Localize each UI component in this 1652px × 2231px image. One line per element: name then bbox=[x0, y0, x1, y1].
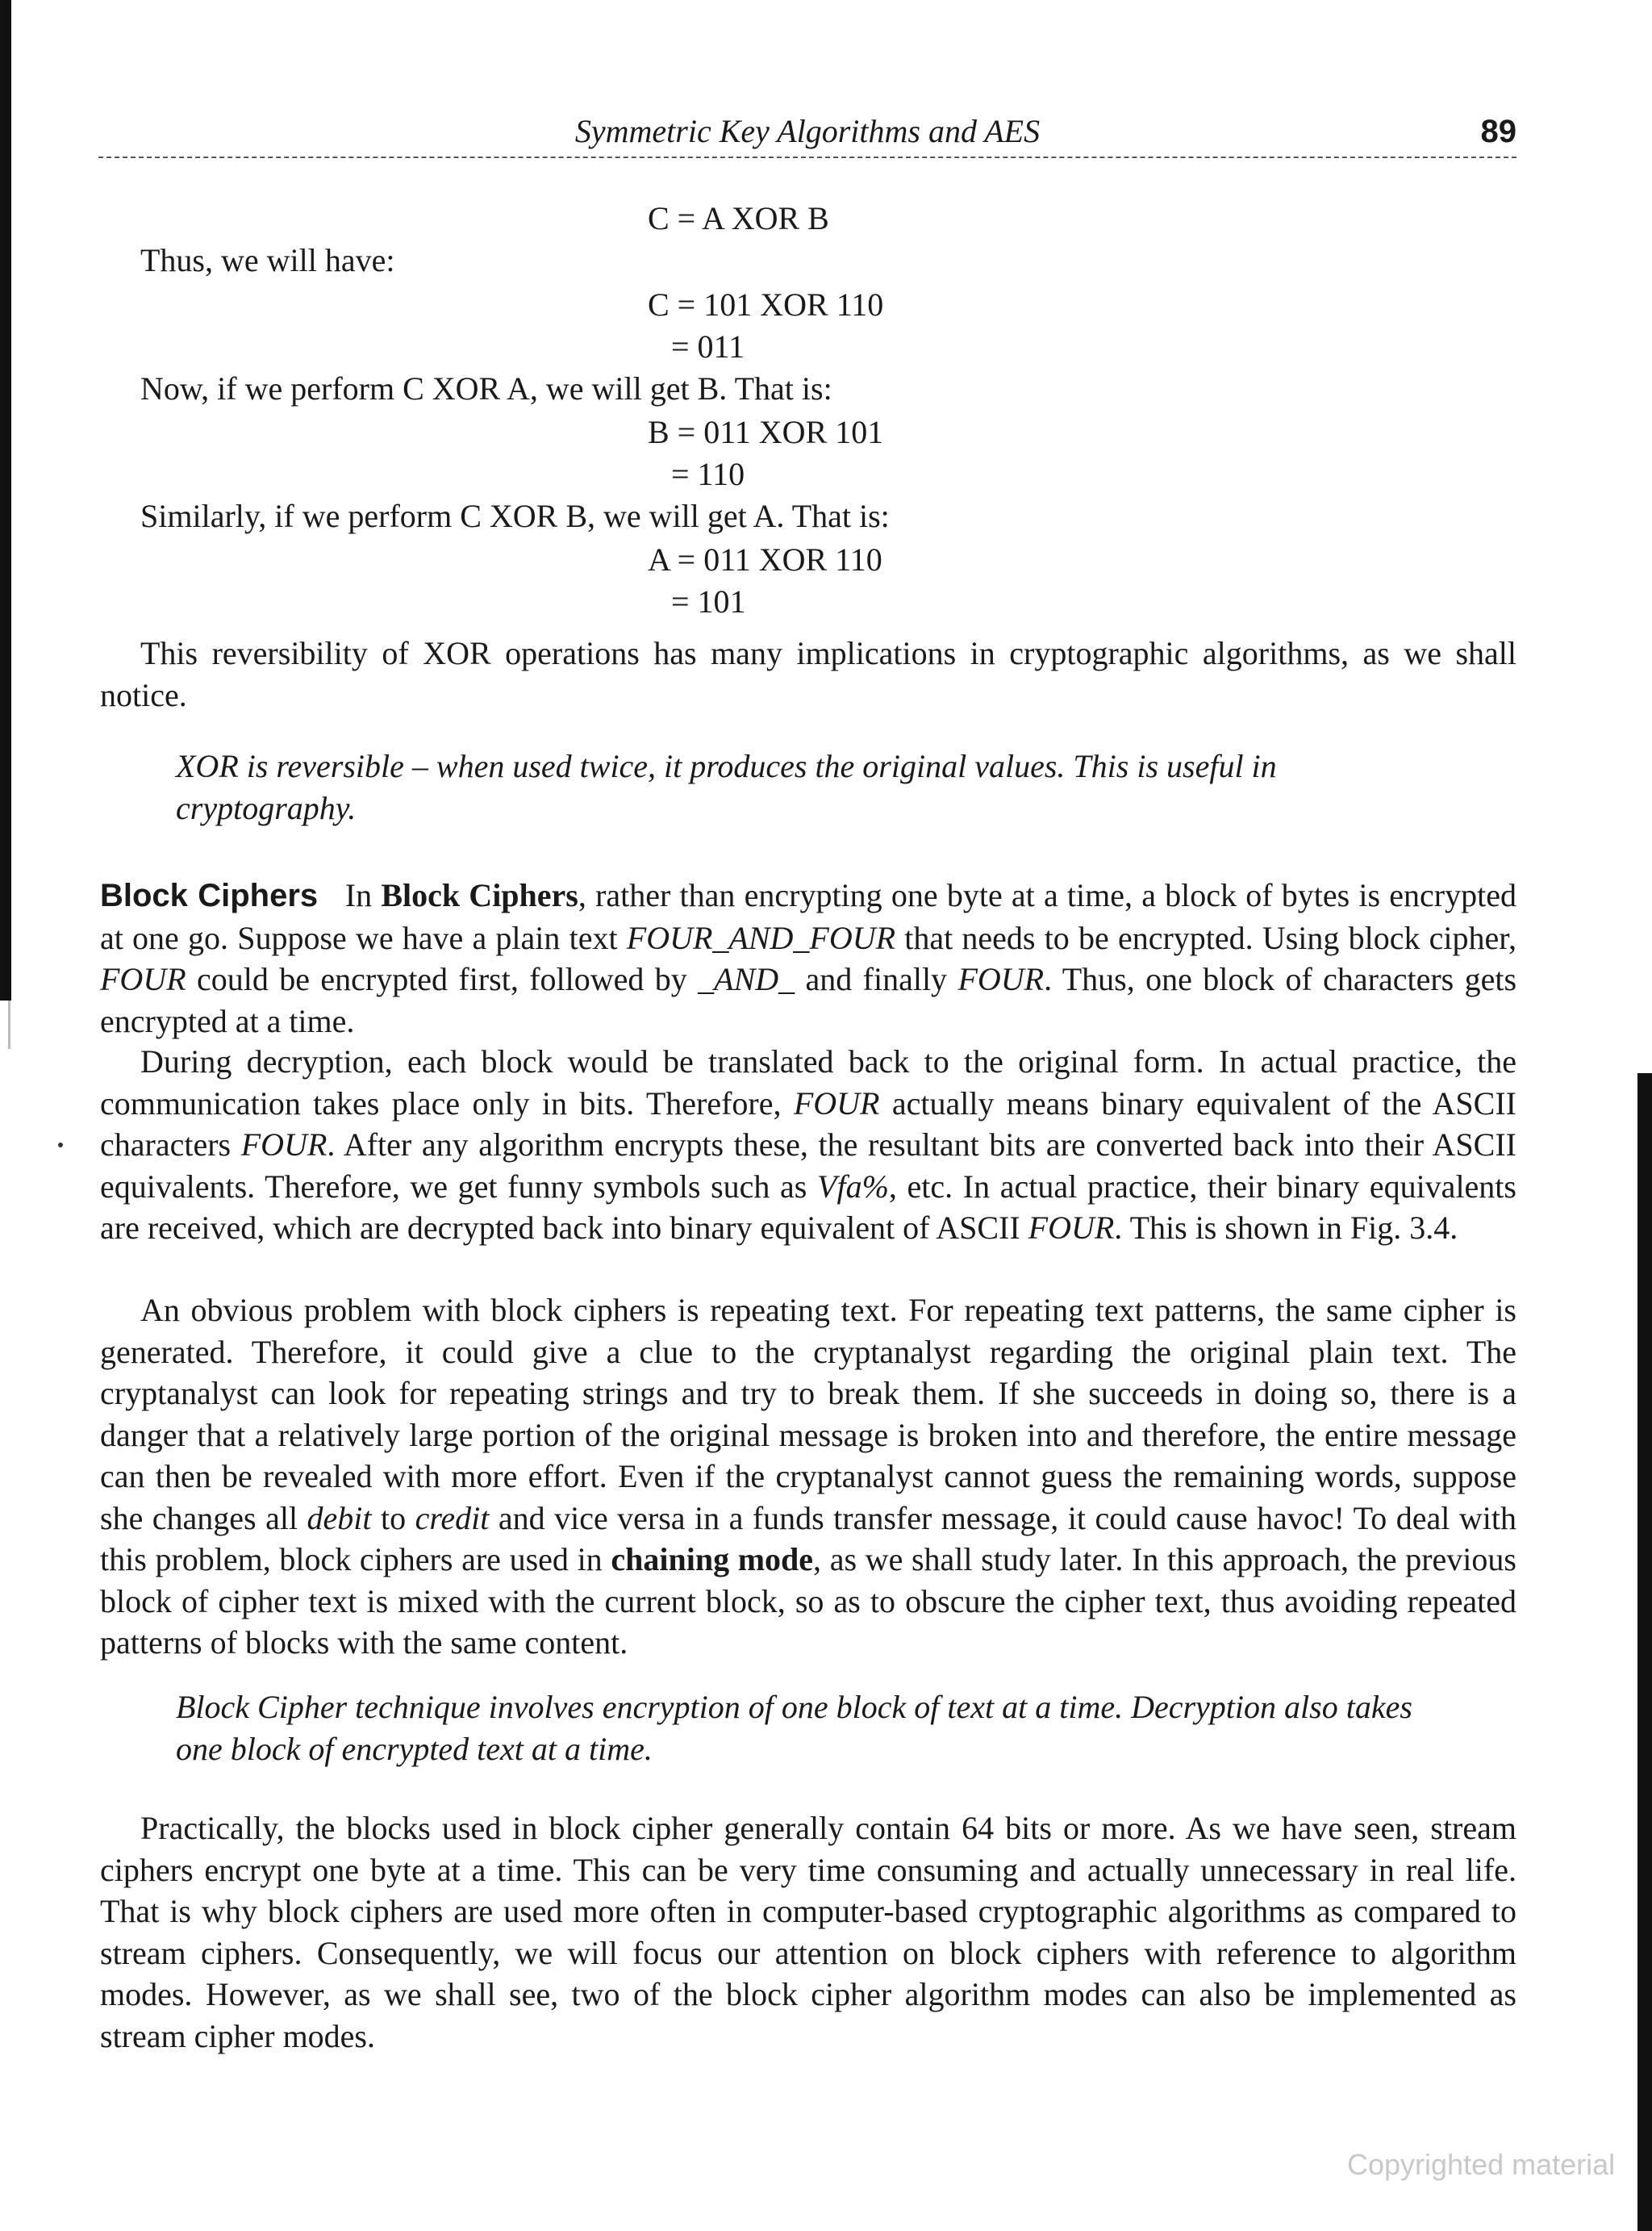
equation-c-line1: C = 101 XOR 110 bbox=[648, 286, 884, 323]
block-ciphers-paragraph-3: An obvious problem with block ciphers is repeating text. For repeating text patterns, the same cipher is generated. Therefore, it could give a clue to the cryptanalyst regarding the original plain text. The cryptanalyst can look for repeating strings and try to break them. If she succeeds in doing so, there is a danger that a relatively large portion of the original message is broken into and therefore, the entire message can then be revealed with more effort. Even if the cryptanalyst cannot guess the remaining words, suppose she changes all debit to credit and vice versa in a funds transfer message, it could cause havoc! To deal with this problem, block ciphers are used in chaining mode, as we shall study later. In this approach, the previous block of cipher text is mixed with the current block, so as to obscure the cipher text, thus avoiding repeated patterns of blocks with the same content. bbox=[100, 1292, 1516, 1661]
key-point-xor: XOR is reversible – when used twice, it produces the original values. This is useful in cryptography. bbox=[176, 748, 1277, 826]
equation-a-line2: = 101 bbox=[671, 583, 746, 620]
running-title: Symmetric Key Algorithms and AES bbox=[574, 113, 1041, 149]
scan-right-edge bbox=[1637, 1073, 1652, 2231]
equation-b-line1: B = 011 XOR 101 bbox=[648, 414, 884, 450]
equation-c-definition: C = A XOR B bbox=[648, 200, 829, 236]
block-ciphers-paragraph-1: Block Ciphers In Block Ciphers, rather than encrypting one byte at a time, a block of bytes is encrypted at one go. Suppose we have a plain text FOUR_AND_FOUR that needs to be encrypted. Using block cipher, FOUR could be encrypted first, followed by _AND_ and finally FOUR. Thus, one block of characters gets encrypted at a time. bbox=[100, 877, 1517, 1039]
similarly-line: Similarly, if we perform C XOR B, we will get A. That is: bbox=[140, 498, 890, 534]
running-header bbox=[98, 111, 1516, 158]
scan-left-edge-faint bbox=[8, 1001, 10, 1049]
equation-c-line2: = 011 bbox=[671, 328, 745, 365]
equation-a-line1: A = 011 XOR 110 bbox=[648, 541, 882, 578]
key-point-block-cipher: Block Cipher technique involves encryption of one block of text at a time. Decryption also takes one block of encrypted text at a time. bbox=[176, 1689, 1412, 1767]
scan-speck bbox=[58, 1143, 63, 1147]
block-ciphers-paragraph-2: During decryption, each block would be translated back to the original form. In actual practice, the communication takes place only in bits. Therefore, FOUR actually means binary equivalent of the ASCII characters FOUR. After any algorithm encrypts these, the resultant bits are converted back into their ASCII equivalents. Therefore, we get funny symbols such as Vfa%, etc. In actual practice, their binary equivalents are received, which are decrypted back into binary equivalent of ASCII FOUR. This is shown in Fig. 3.4. bbox=[100, 1043, 1516, 1246]
page-number: 89 bbox=[1480, 114, 1516, 149]
thus-line: Thus, we will have: bbox=[140, 242, 395, 278]
final-paragraph: Practically, the blocks used in block cipher generally contain 64 bits or more. As we have seen, stream ciphers encrypt one byte at a time. This can be very time consuming and actually unnecessary in real life. That is why block ciphers are used more often in computer-based cryptographic algorithms as compared to stream ciphers. Consequently, we will focus our attention on block ciphers with reference to algorithm modes. However, as we shall see, two of the block cipher algorithm modes can also be implemented as stream cipher modes. bbox=[100, 1810, 1516, 2054]
section-heading: Block Ciphers bbox=[100, 878, 319, 913]
equation-b-line2: = 110 bbox=[671, 456, 745, 492]
now-line: Now, if we perform C XOR A, we will get B. That is: bbox=[140, 370, 832, 407]
reversibility-paragraph: This reversibility of XOR operations has many implications in cryptographic algorithms, as we shall notice. bbox=[100, 635, 1516, 713]
scan-left-edge bbox=[0, 0, 11, 1001]
copyright-watermark: Copyrighted material bbox=[1347, 2148, 1616, 2181]
